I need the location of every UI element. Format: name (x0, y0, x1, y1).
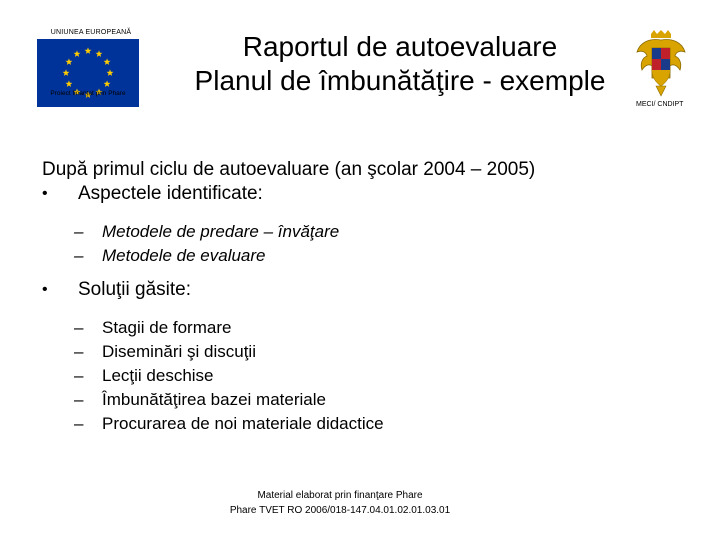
page-title (160, 30, 640, 98)
dash-mark: – (74, 222, 84, 241)
list-item (42, 340, 702, 364)
dash-mark: – (74, 246, 84, 265)
footer-line-2: Phare TVET RO 2006/018-147.04.01.02.01.03.01 (229, 505, 451, 516)
title-line-1: Raportul de autoevaluare (242, 31, 558, 62)
solution-item-1: Stagii de formare (102, 318, 232, 337)
solution-item-4: Îmbunătăţirea bazei materiale (102, 390, 326, 409)
romanian-coat-of-arms-icon (636, 30, 686, 98)
solution-item-5: Procurarea de noi materiale didactice (102, 414, 384, 433)
bullet-mark: • (42, 185, 48, 202)
intro-text: După primul ciclu de autoevaluare (an şcolar 2004 – 2005) (42, 159, 536, 180)
list-item (42, 412, 702, 436)
footer (190, 488, 490, 518)
crest-caption: MECI/ CNDIPT (636, 101, 684, 108)
dash-mark: – (74, 342, 84, 361)
project-label: Proiect finanţat prin Phare (50, 90, 126, 97)
bullet-aspects (42, 182, 702, 206)
bullet-mark: • (42, 281, 48, 298)
dash-mark: – (74, 366, 84, 385)
bullet-solutions (42, 278, 702, 302)
solutions-heading: Soluţii găsite: (78, 279, 192, 300)
list-item (42, 316, 702, 340)
aspects-heading: Aspectele identificate: (78, 183, 263, 204)
list-item (42, 388, 702, 412)
title-line-2: Planul de îmbunătăţire - exemple (194, 65, 606, 96)
footer-line-1: Material elaborat prin finanţare Phare (257, 490, 423, 501)
list-item (42, 244, 702, 268)
solution-item-3: Lecţii deschise (102, 366, 214, 385)
slide-body (42, 158, 702, 436)
dash-mark: – (74, 318, 84, 337)
eu-label: UNIUNEA EUROPEANĂ (50, 29, 132, 36)
aspect-item-2: Metodele de evaluare (102, 246, 266, 265)
dash-mark: – (74, 390, 84, 409)
aspect-item-1: Metodele de predare – învăţare (102, 222, 340, 241)
list-item (42, 364, 702, 388)
dash-mark: – (74, 414, 84, 433)
solution-item-2: Diseminări şi discuţii (102, 342, 256, 361)
list-item (42, 220, 702, 244)
